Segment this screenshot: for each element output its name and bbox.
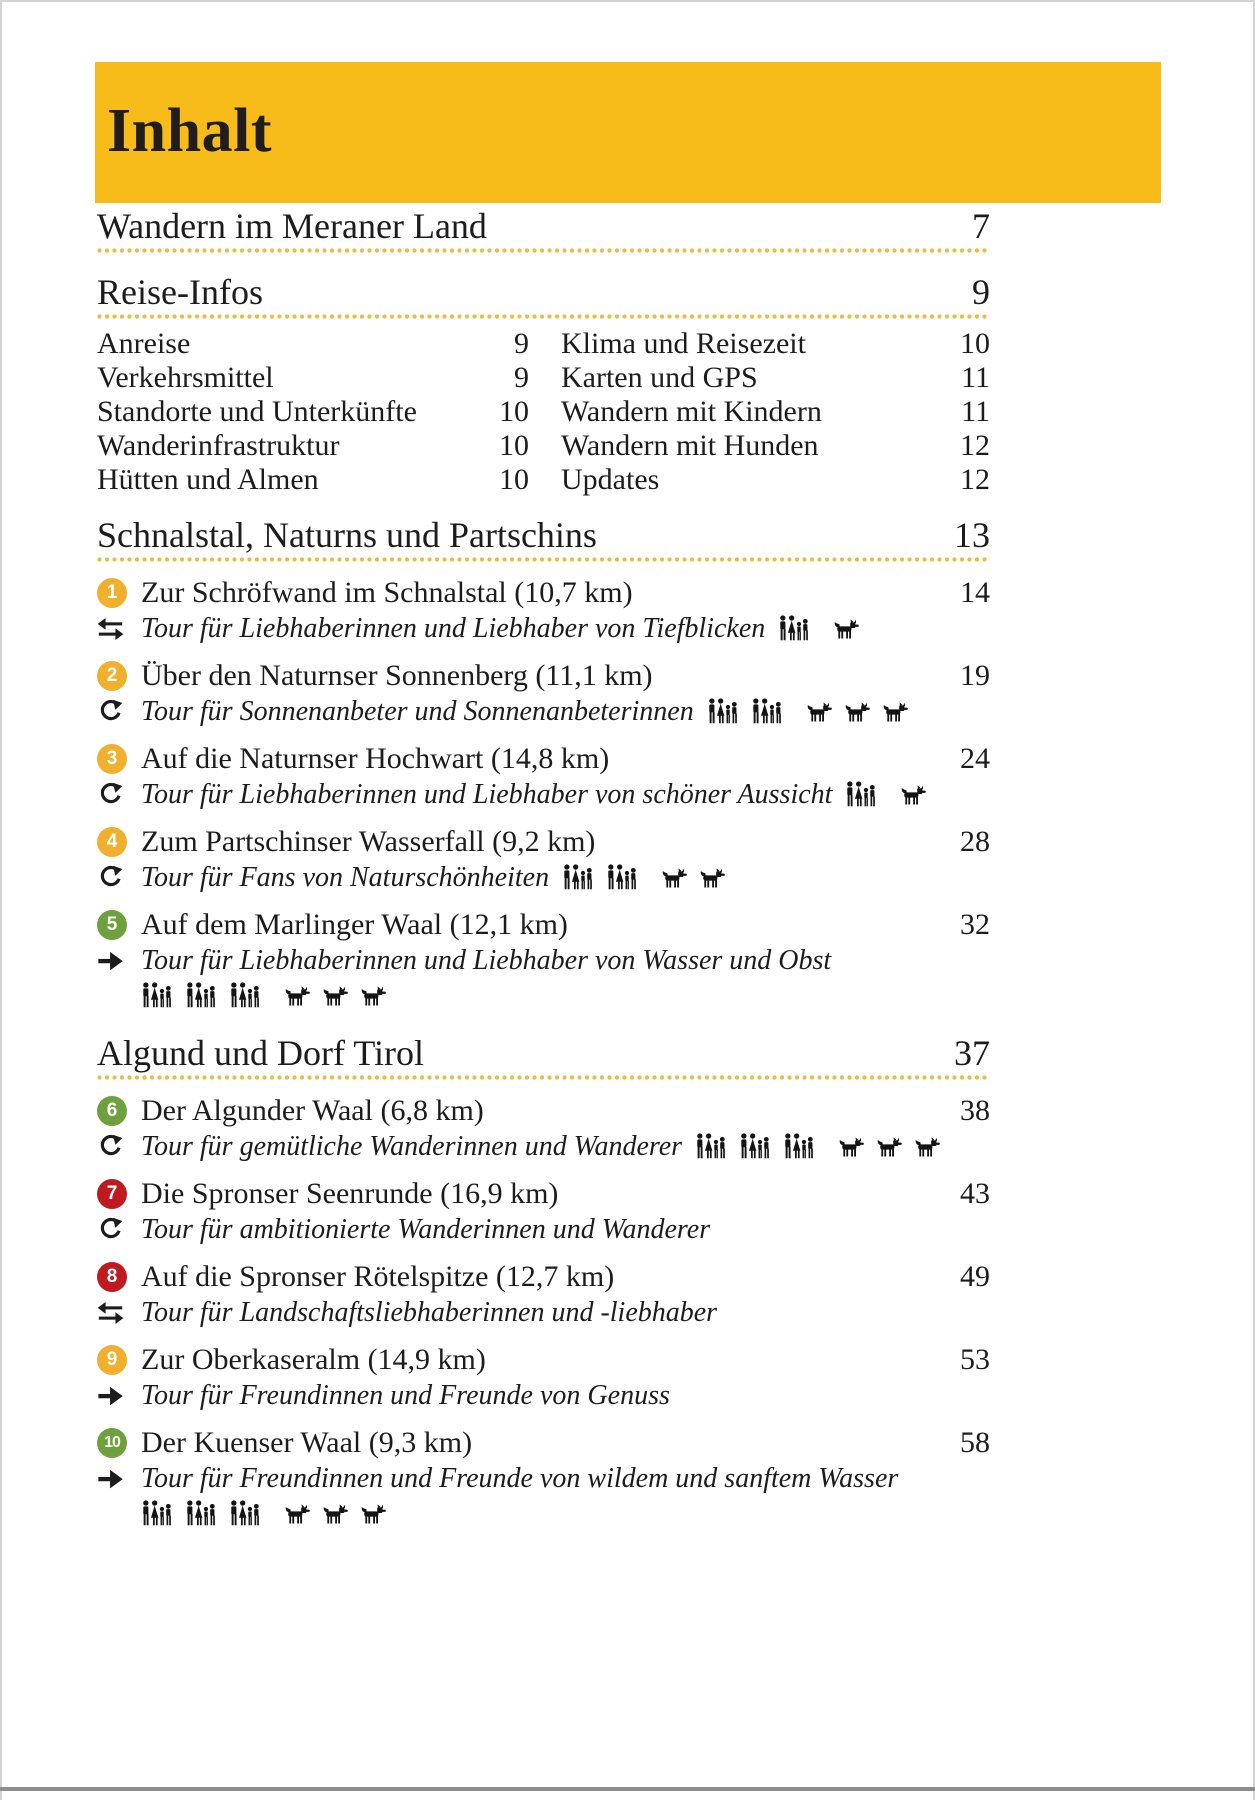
tour-number-badge: 10 xyxy=(97,1428,127,1458)
tour-title: Der Algunder Waal (6,8 km) xyxy=(141,1094,484,1127)
subentry-label: Anreise xyxy=(97,327,191,360)
tour-suitability-icons xyxy=(97,1499,990,1533)
family-icon xyxy=(606,863,643,890)
tour-title: Zum Partschinser Wasserfall (9,2 km) xyxy=(141,825,596,858)
dog-icon xyxy=(837,1137,865,1157)
tour-page-number: 53 xyxy=(960,1343,990,1376)
tour-route-type xyxy=(97,1213,141,1243)
one-way-icon xyxy=(97,1383,124,1409)
tour-title: Auf dem Marlinger Waal (12,1 km) xyxy=(141,908,568,941)
tour-description: Tour für Freundinnen und Freunde von Genuss xyxy=(141,1380,670,1411)
tour-number-badge: 8 xyxy=(97,1262,127,1292)
tour-entry xyxy=(97,658,990,729)
toc-section xyxy=(97,274,990,497)
toc-subentry xyxy=(97,463,529,497)
section-page-number: 9 xyxy=(972,272,990,312)
dog-icon xyxy=(913,1137,941,1157)
section-heading xyxy=(97,1035,990,1081)
subentry-label: Hütten und Almen xyxy=(97,463,319,496)
tour-route-type xyxy=(97,944,141,974)
subentry-label: Updates xyxy=(561,463,660,496)
tour-entry xyxy=(97,1093,990,1164)
subentry-label: Wandern mit Hunden xyxy=(561,429,819,462)
family-icon xyxy=(739,1132,776,1159)
family-icon xyxy=(695,1132,732,1159)
tour-number-badge: 7 xyxy=(97,1179,127,1209)
section-page-number: 37 xyxy=(954,1033,990,1073)
tour-description: Tour für gemütliche Wanderinnen und Wanderer xyxy=(141,1130,941,1164)
family-icon xyxy=(845,780,882,807)
loop-icon xyxy=(97,1217,124,1243)
tour-title: Über den Naturnser Sonnenberg (11,1 km) xyxy=(141,659,653,692)
subentry-page-number: 11 xyxy=(961,395,990,428)
subentry-page-number: 9 xyxy=(514,361,529,394)
tour-info-row xyxy=(97,778,990,812)
family-icon xyxy=(783,1132,820,1159)
tour-entry xyxy=(97,907,990,1015)
family-icon xyxy=(562,863,599,890)
tour-title-row xyxy=(97,1425,990,1460)
tour-number-badge: 2 xyxy=(97,661,127,691)
tour-title: Die Spronser Seenrunde (16,9 km) xyxy=(141,1177,559,1210)
dog-icon xyxy=(832,619,860,639)
tour-route-type xyxy=(97,1130,141,1160)
toc-subentry xyxy=(97,395,529,429)
dog-icon xyxy=(875,1137,903,1157)
tour-number-badge: 5 xyxy=(97,910,127,940)
section-page-number: 13 xyxy=(954,515,990,555)
tour-page-number: 38 xyxy=(960,1094,990,1127)
toc-subentry xyxy=(561,361,990,395)
tour-info-row xyxy=(97,1130,990,1164)
family-icon xyxy=(778,614,815,641)
tour-page-number: 58 xyxy=(960,1426,990,1459)
tour-description: Tour für Liebhaberinnen und Liebhaber von Tiefblicken xyxy=(141,612,860,646)
tour-info-row xyxy=(97,1462,990,1496)
subentry-page-number: 9 xyxy=(514,327,529,360)
contents-banner xyxy=(95,62,1161,203)
dog-icon xyxy=(359,986,387,1006)
dog-icon xyxy=(805,702,833,722)
tour-page-number: 28 xyxy=(960,825,990,858)
section-title: Schnalstal, Naturns und Partschins xyxy=(97,515,597,555)
tour-description: Tour für Liebhaberinnen und Liebhaber von Wasser und Obst xyxy=(141,945,832,976)
subentry-label: Wandern mit Kindern xyxy=(561,395,822,428)
toc-subentry xyxy=(561,429,990,463)
tour-number-badge: 6 xyxy=(97,1096,127,1126)
tour-title-row xyxy=(97,824,990,859)
tour-title-row xyxy=(97,1093,990,1128)
loop-icon xyxy=(97,865,124,891)
subentry-page-number: 11 xyxy=(961,361,990,394)
one-way-icon xyxy=(97,948,124,974)
tour-route-type xyxy=(97,612,141,642)
tour-description: Tour für Fans von Naturschönheiten xyxy=(141,861,726,895)
tour-title-row xyxy=(97,1342,990,1377)
tour-info-row xyxy=(97,1296,990,1330)
tour-page-number: 43 xyxy=(960,1177,990,1210)
tour-entry xyxy=(97,575,990,646)
tour-entry xyxy=(97,741,990,812)
reise-infos-columns xyxy=(97,327,990,497)
tour-title-row xyxy=(97,575,990,610)
tour-route-type xyxy=(97,1296,141,1326)
tour-entry xyxy=(97,1176,990,1247)
tour-description: Tour für ambitionierte Wanderinnen und Wanderer xyxy=(141,1214,711,1245)
tour-entry xyxy=(97,1342,990,1413)
family-icon xyxy=(229,981,266,1008)
toc-subentry xyxy=(561,395,990,429)
one-way-icon xyxy=(97,1466,124,1492)
tour-title: Zur Schröfwand im Schnalstal (10,7 km) xyxy=(141,576,633,609)
toc-subentry xyxy=(561,327,990,361)
dog-icon xyxy=(283,1504,311,1524)
dog-icon xyxy=(881,702,909,722)
dog-icon xyxy=(698,868,726,888)
loop-icon xyxy=(97,782,124,808)
tour-route-type xyxy=(97,861,141,891)
family-icon xyxy=(229,1499,266,1526)
tour-page-number: 32 xyxy=(960,908,990,941)
tour-description: Tour für Landschaftsliebhaberinnen und -liebhaber xyxy=(141,1297,718,1328)
tour-page-number: 19 xyxy=(960,659,990,692)
toc-section xyxy=(97,1035,990,1533)
subentry-label: Standorte und Unterkünfte xyxy=(97,395,417,428)
tour-info-row xyxy=(97,944,990,978)
family-icon xyxy=(751,697,788,724)
page-title: Inhalt xyxy=(107,97,272,165)
dog-icon xyxy=(283,986,311,1006)
tour-route-type xyxy=(97,695,141,725)
tour-info-row xyxy=(97,695,990,729)
subentry-label: Klima und Reisezeit xyxy=(561,327,806,360)
dog-icon xyxy=(321,986,349,1006)
toc-section xyxy=(97,208,990,254)
subentry-label: Karten und GPS xyxy=(561,361,758,394)
tour-info-row xyxy=(97,612,990,646)
loop-icon xyxy=(97,699,124,725)
tour-page-number: 49 xyxy=(960,1260,990,1293)
loop-icon xyxy=(97,1134,124,1160)
tour-route-type xyxy=(97,1462,141,1492)
toc-section xyxy=(97,517,990,1015)
tour-title-row xyxy=(97,1259,990,1294)
section-heading xyxy=(97,208,990,254)
dog-icon xyxy=(660,868,688,888)
tour-entry xyxy=(97,1259,990,1330)
tour-title: Zur Oberkaseralm (14,9 km) xyxy=(141,1343,486,1376)
tour-route-type xyxy=(97,778,141,808)
section-title: Algund und Dorf Tirol xyxy=(97,1033,425,1073)
subentry-label: Wanderinfrastruktur xyxy=(97,429,340,462)
family-icon xyxy=(185,981,222,1008)
tour-title-row xyxy=(97,741,990,776)
tour-description: Tour für Liebhaberinnen und Liebhaber von schöner Aussicht xyxy=(141,778,927,812)
family-icon xyxy=(141,1499,178,1526)
tour-info-row xyxy=(97,1213,990,1247)
tour-page-number: 24 xyxy=(960,742,990,775)
dog-icon xyxy=(321,1504,349,1524)
subentry-page-number: 10 xyxy=(499,395,529,428)
tour-page-number: 14 xyxy=(960,576,990,609)
subentry-page-number: 12 xyxy=(960,429,990,462)
tour-info-row xyxy=(97,1379,990,1413)
tour-title-row xyxy=(97,907,990,942)
tour-title: Auf die Spronser Rötelspitze (12,7 km) xyxy=(141,1260,615,1293)
family-icon xyxy=(185,1499,222,1526)
tour-route-type xyxy=(97,1379,141,1409)
toc-sections xyxy=(97,208,990,1533)
tour-number-badge: 3 xyxy=(97,744,127,774)
dog-icon xyxy=(359,1504,387,1524)
tour-info-row xyxy=(97,861,990,895)
toc-subentry xyxy=(561,463,990,497)
section-heading xyxy=(97,517,990,563)
toc-subentry xyxy=(97,327,529,361)
toc-subentry xyxy=(97,429,529,463)
tour-description: Tour für Freundinnen und Freunde von wildem und sanftem Wasser xyxy=(141,1463,899,1494)
subentry-page-number: 10 xyxy=(499,463,529,496)
section-page-number: 7 xyxy=(972,206,990,246)
section-title: Wandern im Meraner Land xyxy=(97,206,487,246)
dog-icon xyxy=(899,785,927,805)
subentry-page-number: 10 xyxy=(960,327,990,360)
subentry-page-number: 12 xyxy=(960,463,990,496)
tour-number-badge: 9 xyxy=(97,1345,127,1375)
tour-title: Der Kuenser Waal (9,3 km) xyxy=(141,1426,473,1459)
section-heading xyxy=(97,274,990,320)
tour-description: Tour für Sonnenanbeter und Sonnenanbeterinnen xyxy=(141,695,909,729)
tour-suitability-icons xyxy=(97,981,990,1015)
subentry-label: Verkehrsmittel xyxy=(97,361,274,394)
page-bottom-rule xyxy=(0,1787,1255,1791)
family-icon xyxy=(707,697,744,724)
toc-subentry xyxy=(97,361,529,395)
tour-number-badge: 1 xyxy=(97,578,127,608)
toc-column xyxy=(97,327,529,497)
toc-column xyxy=(561,327,990,497)
family-icon xyxy=(141,981,178,1008)
tour-entry xyxy=(97,824,990,895)
out-and-back-icon xyxy=(97,1300,124,1326)
section-title: Reise-Infos xyxy=(97,272,263,312)
dog-icon xyxy=(843,702,871,722)
tour-entry xyxy=(97,1425,990,1533)
tour-number-badge: 4 xyxy=(97,827,127,857)
tour-title-row xyxy=(97,1176,990,1211)
tour-title-row xyxy=(97,658,990,693)
tour-title: Auf die Naturnser Hochwart (14,8 km) xyxy=(141,742,610,775)
subentry-page-number: 10 xyxy=(499,429,529,462)
out-and-back-icon xyxy=(97,616,124,642)
